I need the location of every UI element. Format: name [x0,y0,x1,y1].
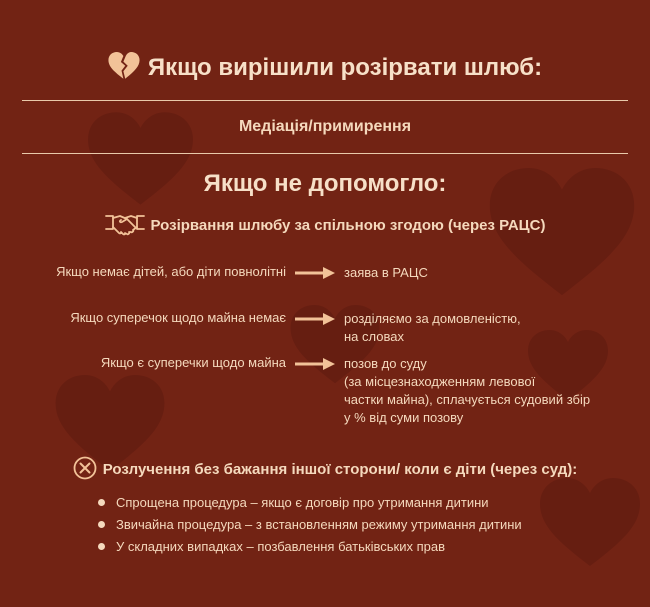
row-result: розділяємо за домовленістю, на словах [344,311,521,344]
subtitle: Якщо не допомогло: [203,170,447,197]
consent-row [0,355,650,425]
list-item: У складних випадках – позбавлення батьківських прав [96,536,522,558]
section-mutual-consent-heading [0,212,650,236]
court-procedure-list [96,492,522,558]
list-item: Звичайна процедура – з встановленням режиму утримання дитини [96,514,522,536]
row-condition: Якщо є суперечки щодо майна [100,355,286,370]
row-result: позов до суду (за місцезнаходженням левової частки майна), сплачується судовий збір у % від суми позову [344,356,591,425]
page-title: Якщо вирішили розірвати шлюб: [147,54,543,81]
section-court-title: Розлучення без бажання іншої сторони/ коли є діти (через суд): [102,461,578,478]
row-condition: Якщо немає дітей, або діти повнолітні [56,264,286,279]
arrow-right-icon [295,312,335,326]
list-item: Спрощена процедура – якщо є договір про утримання дитини [96,492,522,514]
mediation-label: Медіація/примирення [238,118,412,135]
divider-bottom [22,153,628,154]
row-condition: Якщо суперечок щодо майна немає [70,310,286,325]
broken-heart-icon [108,52,140,80]
page-title-block [0,52,650,82]
section-court-heading [0,456,650,480]
handshake-icon [105,212,145,236]
arrow-right-icon [295,266,335,280]
divider-top [22,100,628,101]
section-mutual-consent-title: Розірвання шлюбу за спільною згодою (через РАЦС) [150,217,546,234]
background-heart-icon [540,478,640,568]
arrow-right-icon [295,357,335,371]
row-result: заява в РАЦС [344,265,428,280]
x-circle-icon [73,456,97,480]
